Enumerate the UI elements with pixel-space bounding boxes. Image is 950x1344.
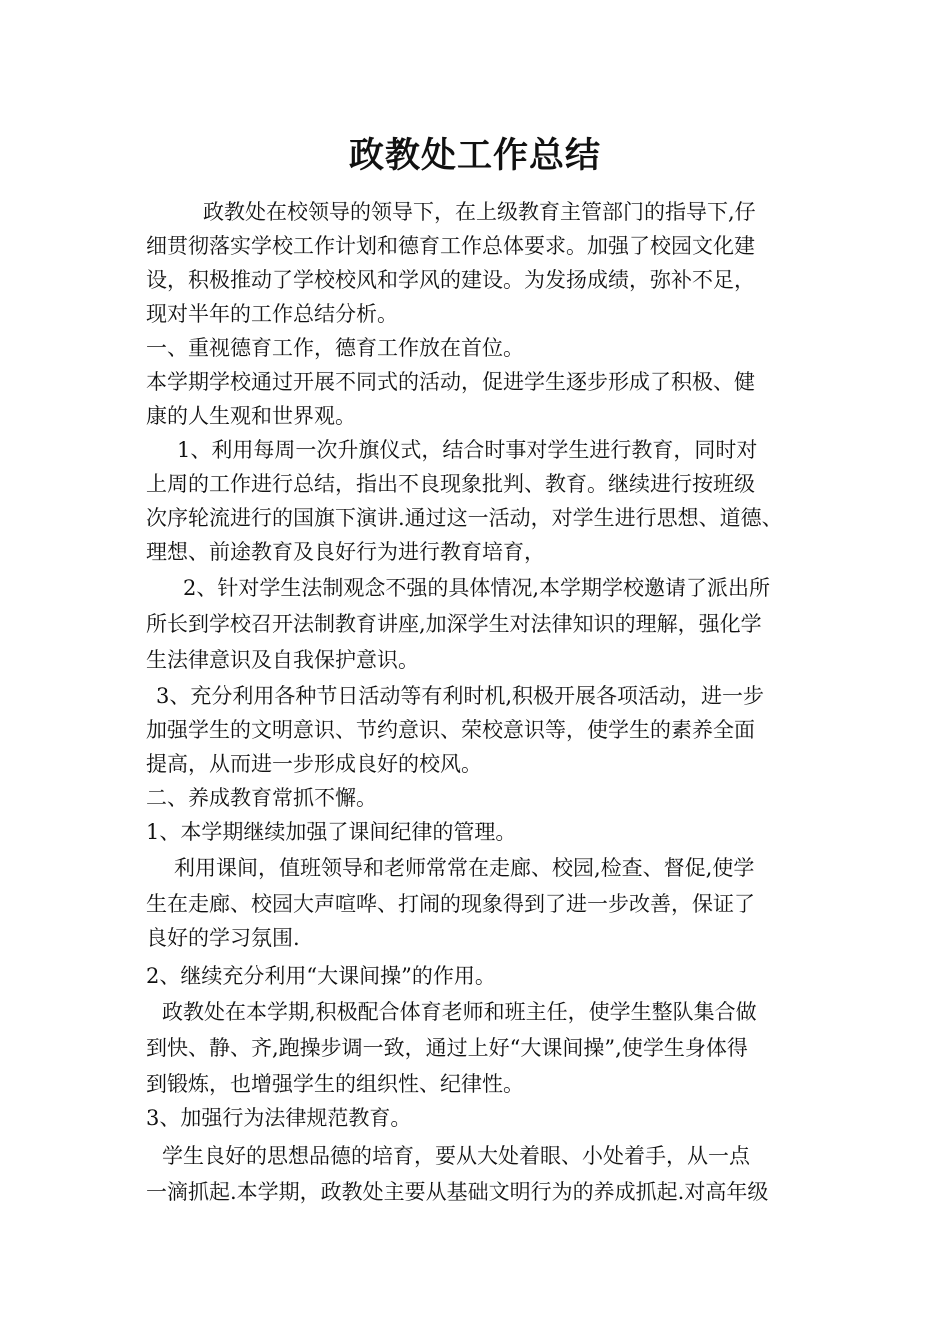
- subsection-heading: 2、继续充分利用“大课间操”的作用。: [146, 964, 496, 988]
- text-line: 加强学生的文明意识、节约意识、荣校意识等，使学生的素养全面: [146, 718, 755, 742]
- text-line: 现对半年的工作总结分析。: [146, 302, 398, 326]
- text-line: 利用课间，值班领导和老师常常在走廊、校园,检查、督促,使学: [174, 856, 755, 880]
- text-line: 政教处在本学期,积极配合体育老师和班主任，使学生整队集合做: [162, 1000, 757, 1024]
- text-line: 上周的工作进行总结，指出不良现象批判、教育。继续进行按班级: [146, 472, 755, 496]
- text-line: 2、针对学生法制观念不强的具体情况,本学期学校邀请了派出所: [183, 576, 771, 600]
- text-line: 提高，从而进一步形成良好的校风。: [146, 752, 482, 776]
- text-line: 设，积极推动了学校校风和学风的建设。为发扬成绩，弥补不足，: [146, 268, 755, 292]
- text-line: 良好的学习氛围.: [146, 926, 300, 950]
- text-line: 次序轮流进行的国旗下演讲.通过这一活动，对学生进行思想、道德、: [146, 506, 783, 530]
- text-line: 理想、前途教育及良好行为进行教育培育，: [146, 540, 545, 564]
- subsection-heading: 1、本学期继续加强了课间纪律的管理。: [146, 820, 517, 844]
- subsection-heading: 3、加强行为法律规范教育。: [146, 1106, 412, 1130]
- text-line: 一滴抓起.本学期，政教处主要从基础文明行为的养成抓起.对高年级: [146, 1180, 769, 1204]
- section-heading: 二、养成教育常抓不懈。: [146, 786, 377, 810]
- text-line: 本学期学校通过开展不同式的活动，促进学生逐步形成了积极、健: [146, 370, 755, 394]
- text-line: 学生良好的思想品德的培育，要从大处着眼、小处着手，从一点: [162, 1144, 750, 1168]
- text-line: 政教处在校领导的领导下，在上级教育主管部门的指导下,仔: [203, 200, 756, 224]
- document-title: 政教处工作总结: [348, 135, 601, 176]
- section-heading: 一、重视德育工作，德育工作放在首位。: [146, 336, 524, 360]
- text-line: 到锻炼，也增强学生的组织性、纪律性。: [146, 1072, 524, 1096]
- text-line: 1、利用每周一次升旗仪式，结合时事对学生进行教育，同时对: [177, 438, 758, 462]
- text-line: 生法律意识及自我保护意识。: [146, 648, 419, 672]
- text-line: 细贯彻落实学校工作计划和德育工作总体要求。加强了校园文化建: [146, 234, 755, 258]
- text-line: 康的人生观和世界观。: [146, 404, 356, 428]
- text-line: 所长到学校召开法制教育讲座,加深学生对法律知识的理解，强化学: [146, 612, 762, 636]
- text-line: 到快、静、齐,跑操步调一致，通过上好“大课间操”,使学生身体得: [146, 1036, 748, 1060]
- text-line: 3、充分利用各种节日活动等有利时机,积极开展各项活动，进一步: [156, 684, 765, 708]
- text-line: 生在走廊、校园大声喧哗、打闹的现象得到了进一步改善，保证了: [146, 892, 755, 916]
